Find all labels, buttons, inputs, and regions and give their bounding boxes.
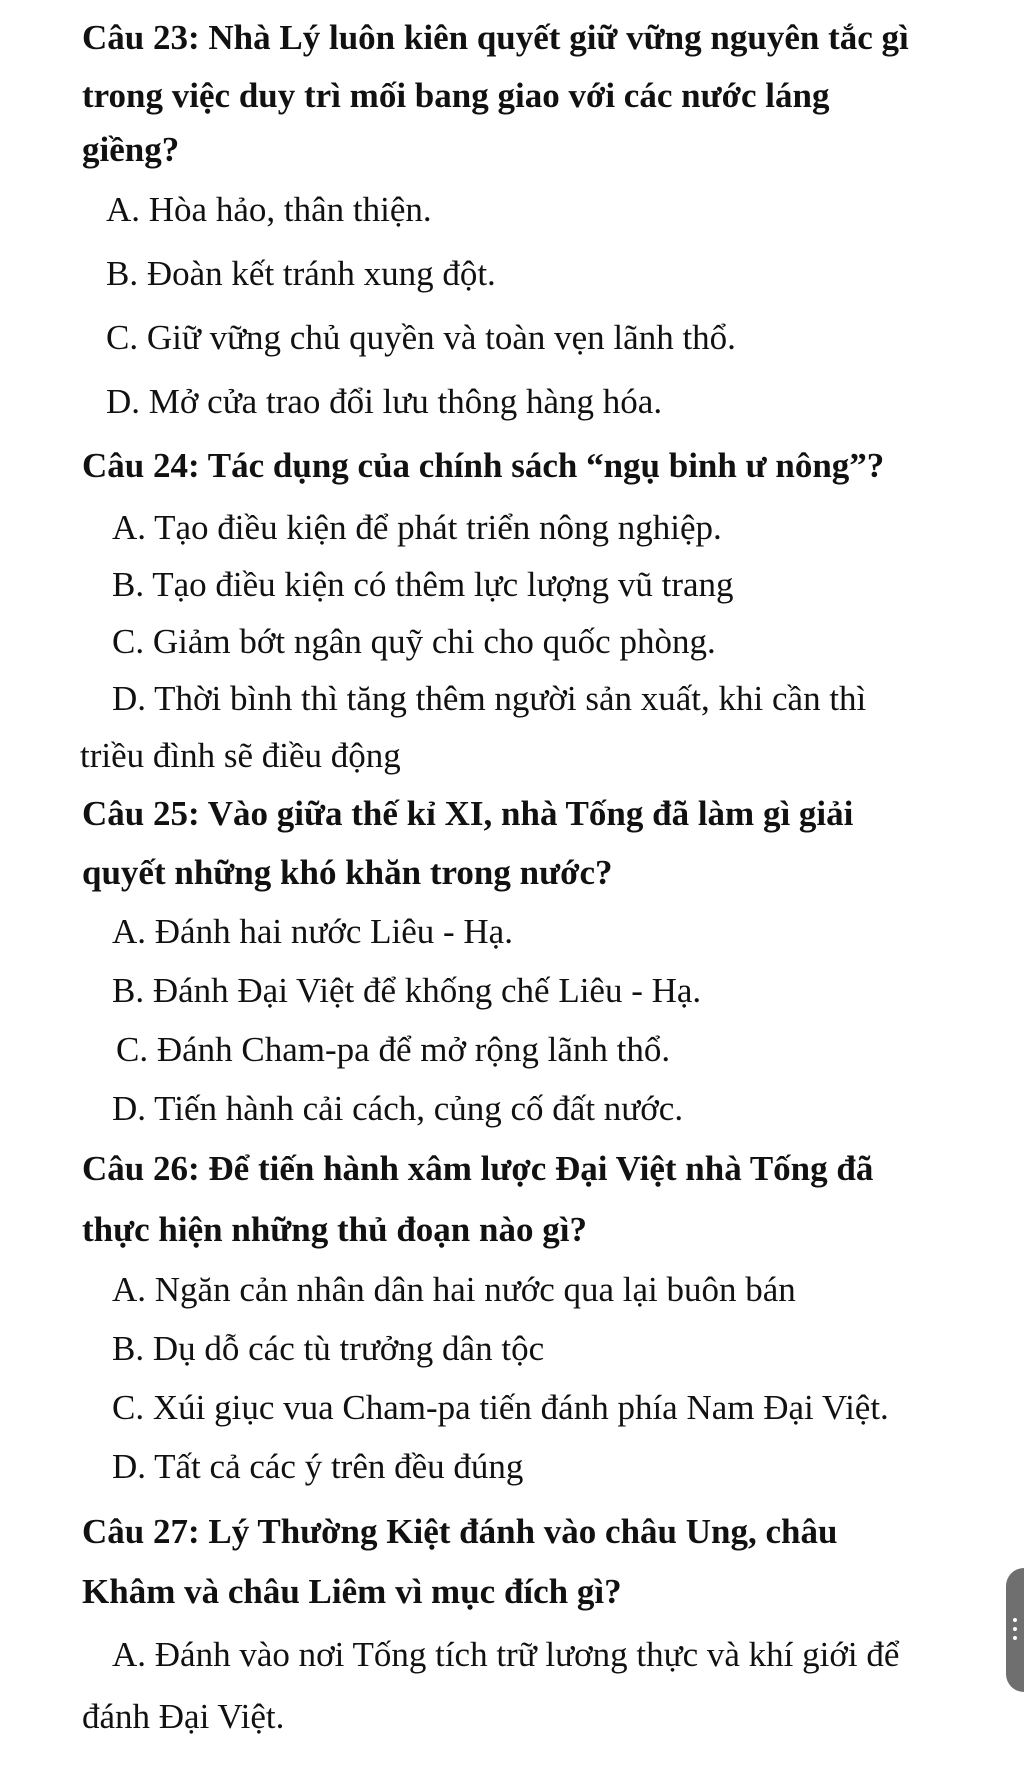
question-26-option-c: C. Xúi giục vua Cham-pa tiến đánh phía Nam Đại Việt. <box>112 1388 889 1427</box>
scroll-handle[interactable] <box>1006 1568 1024 1692</box>
question-26-title-line-1: Câu 26: Để tiến hành xâm lược Đại Việt nhà Tống đã <box>82 1149 874 1188</box>
grip-dots-icon <box>1013 1618 1017 1642</box>
question-27-option-a-line-1: A. Đánh vào nơi Tống tích trữ lương thực và khí giới để <box>112 1635 900 1674</box>
question-24-option-d-line-1: D. Thời bình thì tăng thêm người sản xuất, khi cần thì <box>112 679 867 718</box>
question-25-option-b: B. Đánh Đại Việt để khống chế Liêu - Hạ. <box>112 971 702 1010</box>
question-24-option-d-line-2: triều đình sẽ điều động <box>80 736 401 775</box>
question-24-option-b: B. Tạo điều kiện có thêm lực lượng vũ trang <box>112 565 734 604</box>
question-26-option-a: A. Ngăn cản nhân dân hai nước qua lại buôn bán <box>112 1270 796 1309</box>
question-23-option-d: D. Mở cửa trao đổi lưu thông hàng hóa. <box>106 382 663 421</box>
question-26-option-b: B. Dụ dỗ các tù trưởng dân tộc <box>112 1329 545 1368</box>
question-23-option-c: C. Giữ vững chủ quyền và toàn vẹn lãnh thổ. <box>106 318 736 357</box>
question-24-option-c: C. Giảm bớt ngân quỹ chi cho quốc phòng. <box>112 622 716 661</box>
question-24-title: Câu 24: Tác dụng của chính sách “ngụ binh ư nông”? <box>82 446 885 485</box>
question-23-option-b: B. Đoàn kết tránh xung đột. <box>106 254 496 293</box>
question-26-title-line-2: thực hiện những thủ đoạn nào gì? <box>82 1210 587 1249</box>
question-25-option-d: D. Tiến hành cải cách, củng cố đất nước. <box>112 1089 684 1128</box>
question-25-title-line-2: quyết những khó khăn trong nước? <box>82 853 613 892</box>
question-23-title-line-1: Câu 23: Nhà Lý luôn kiên quyết giữ vững nguyên tắc gì <box>82 18 909 57</box>
question-27-title-line-2: Khâm và châu Liêm vì mục đích gì? <box>82 1572 622 1611</box>
question-25-option-c: C. Đánh Cham-pa để mở rộng lãnh thổ. <box>116 1030 671 1069</box>
question-24-option-a: A. Tạo điều kiện để phát triển nông nghiệp. <box>112 508 722 547</box>
question-23-title-line-3: giềng? <box>82 130 180 169</box>
question-27-title-line-1: Câu 27: Lý Thường Kiệt đánh vào châu Ung, châu <box>82 1512 838 1551</box>
question-25-option-a: A. Đánh hai nước Liêu - Hạ. <box>112 912 513 951</box>
question-25-title-line-1: Câu 25: Vào giữa thế kỉ XI, nhà Tống đã làm gì giải <box>82 794 854 833</box>
question-23-option-a: A. Hòa hảo, thân thiện. <box>106 190 432 229</box>
question-27-option-a-line-2: đánh Đại Việt. <box>82 1697 285 1736</box>
question-26-option-d: D. Tất cả các ý trên đều đúng <box>112 1447 524 1486</box>
question-23-title-line-2: trong việc duy trì mối bang giao với các nước láng <box>82 76 830 115</box>
